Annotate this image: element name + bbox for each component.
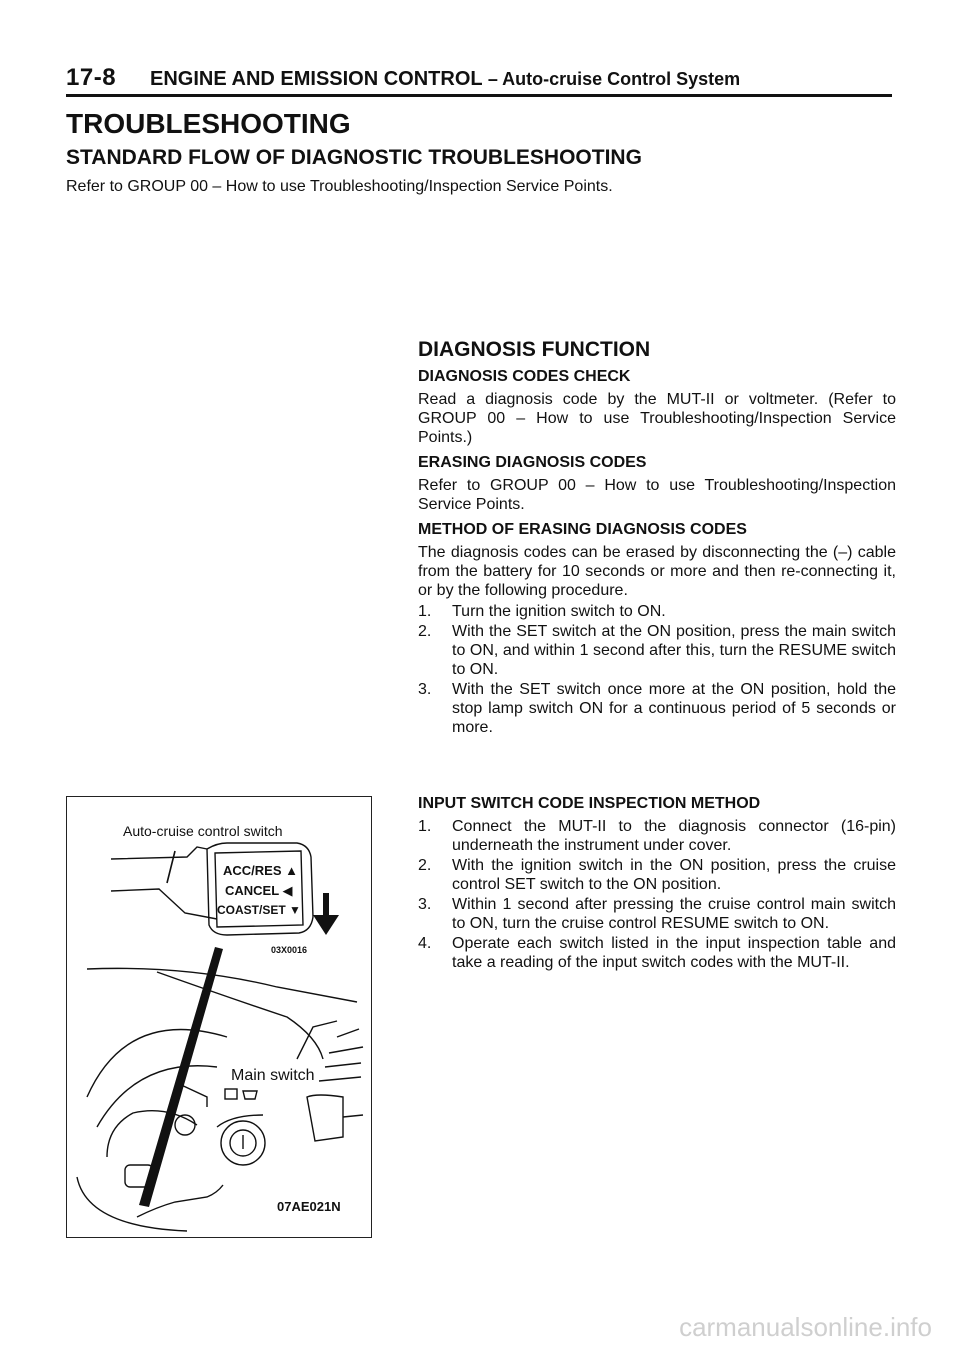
diagnosis-function-section — [418, 340, 896, 741]
step-number: 3. — [418, 681, 432, 698]
switch-acc-res-label: ACC/RES ▲ — [223, 863, 298, 878]
section-title — [150, 68, 740, 91]
step-number: 3. — [418, 896, 432, 913]
list-item — [418, 622, 896, 679]
list-item — [418, 680, 896, 737]
standard-flow-text: Refer to GROUP 00 – How to use Troubleshooting/Inspection Service Points. — [66, 178, 613, 195]
step-number: 4. — [418, 935, 432, 952]
step-text: Turn the ignition switch to ON. — [452, 603, 666, 620]
main-switch-label: Main switch — [231, 1067, 315, 1084]
list-item — [418, 602, 896, 621]
switch-location-figure — [66, 796, 372, 1238]
page-header — [66, 64, 892, 97]
method-steps — [418, 602, 896, 737]
step-text: Operate each switch listed in the input inspection table and take a reading of the input switch codes with the MUT-II. — [452, 935, 896, 971]
input-switch-steps — [418, 817, 896, 972]
figure-label-auto-cruise-switch: Auto-cruise control switch — [123, 823, 283, 839]
switch-cancel-label: CANCEL ◀ — [225, 883, 293, 898]
switch-coast-set-label: COAST/SET ▼ — [217, 903, 301, 917]
page-title: TROUBLESHOOTING — [66, 108, 351, 139]
codes-check-heading: DIAGNOSIS CODES CHECK — [418, 368, 631, 385]
section-name: ENGINE AND EMISSION CONTROL — [150, 68, 483, 90]
step-number: 1. — [418, 818, 432, 835]
input-switch-heading: INPUT SWITCH CODE INSPECTION METHOD — [418, 795, 761, 812]
step-number: 2. — [418, 857, 432, 874]
codes-check-text: Read a diagnosis code by the MUT-II or voltmeter. (Refer to GROUP 00 – How to use Troubleshooting/Inspection Service Points.) — [418, 391, 896, 446]
step-text: With the SET switch once more at the ON position, hold the stop lamp switch ON for a continuous period of 5 seconds or more. — [452, 681, 896, 736]
erasing-text: Refer to GROUP 00 – How to use Troubleshooting/Inspection Service Points. — [418, 477, 896, 513]
list-item — [418, 895, 896, 933]
method-heading: METHOD OF ERASING DIAGNOSIS CODES — [418, 521, 747, 538]
dashboard-illustration — [67, 797, 371, 1237]
step-number: 1. — [418, 603, 432, 620]
input-switch-section — [418, 794, 896, 976]
step-text: Connect the MUT-II to the diagnosis connector (16-pin) underneath the instrument under cover. — [452, 818, 896, 854]
method-text: The diagnosis codes can be erased by disconnecting the (–) cable from the battery for 10 seconds or more and then re-connecting it, or by the following procedure. — [418, 544, 896, 599]
list-item — [418, 934, 896, 972]
figure-sub-code: 03X0016 — [271, 945, 308, 955]
step-text: With the SET switch at the ON position, press the main switch to ON, and within 1 second after this, turn the RESUME switch to ON. — [452, 623, 896, 678]
standard-flow-heading: STANDARD FLOW OF DIAGNOSTIC TROUBLESHOOTING — [66, 146, 642, 169]
list-item — [418, 856, 896, 894]
list-item — [418, 817, 896, 855]
step-text: Within 1 second after pressing the cruise control main switch to ON, turn the cruise control RESUME switch to ON. — [452, 896, 896, 932]
erasing-heading: ERASING DIAGNOSIS CODES — [418, 454, 647, 471]
watermark: carmanualsonline.info — [679, 1312, 932, 1342]
subsection-name: – Auto-cruise Control System — [487, 69, 741, 89]
diagnosis-function-heading: DIAGNOSIS FUNCTION — [418, 338, 651, 361]
page-number: 17-8 — [66, 64, 117, 91]
step-number: 2. — [418, 623, 432, 640]
step-text: With the ignition switch in the ON position, press the cruise control SET switch to the ON position. — [452, 857, 896, 893]
figure-code: 07AE021N — [277, 1199, 341, 1214]
